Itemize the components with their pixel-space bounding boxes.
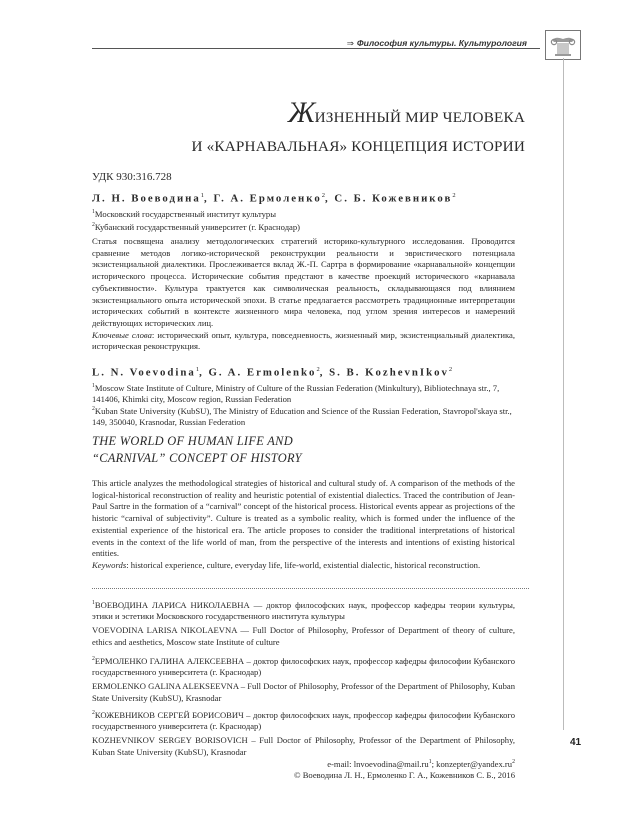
section-title: Философия культуры. Культурология xyxy=(356,38,527,48)
author-name: Л. Н. Воеводина xyxy=(92,192,201,205)
email-link[interactable]: konzepter@yandex.ru xyxy=(436,758,513,769)
article-title-ru-line1 xyxy=(287,96,525,129)
footnote-author xyxy=(92,681,515,704)
title-en-line2: “CARNIVAL” CONCEPT OF HISTORY xyxy=(92,451,302,465)
affiliation-text: Kuban State University (KubSU), The Ministry of Education and Science of the Russian Federation, Stavropol'skaya str., 149, 350040, Krasnodar, Russian Federation xyxy=(92,405,512,428)
authors-en xyxy=(92,366,515,379)
margin-rule xyxy=(563,58,564,730)
footnote-marker: 2 xyxy=(92,710,95,716)
keywords-text: : исторический опыт, культура, повседневность, жизненный мир, экзистенциальный диалектика, историческая реконструкция. xyxy=(92,329,515,352)
affiliation-text: Moscow State Institute of Culture, Ministry of Culture of the Russian Federation (Minkultury), Bibliotechnaya str., 7, 141406, Khimki city, Moscow region, Russian Federation xyxy=(92,382,500,405)
footnote-text: ЕРМОЛЕНКО ГАЛИНА АЛЕКСЕЕВНА – доктор философских наук, профессор кафедры философии Кубанского государственного университета (г. Краснодар) xyxy=(92,655,515,678)
footnote-author xyxy=(92,598,515,623)
author-name: L. N. Voevodina xyxy=(92,366,196,379)
keywords-text: : historical experience, culture, everyday life, life-world, existential dialectic, historical reconstruction. xyxy=(126,559,481,570)
email-marker: 2 xyxy=(512,759,515,765)
footnote-text: KOZHEVNIKOV SERGEY BORISOVICH – Full Doctor of Philosophy, Professor of the Department of Philosophy, Kuban State University (KubSU), Krasnodar xyxy=(92,735,515,757)
email-link[interactable]: lnvoevodina@mail.ru xyxy=(353,758,429,769)
column-capital-icon xyxy=(546,31,580,59)
footnote-marker: 2 xyxy=(92,656,95,662)
author-name: С. Б. Кожевников xyxy=(334,192,453,205)
footnote-separator xyxy=(92,588,529,589)
authors-ru xyxy=(92,192,515,205)
arrow-icon: ⇒ xyxy=(346,38,354,48)
affiliation-marker: 2 xyxy=(92,406,95,412)
author-marker: 1 xyxy=(200,192,205,199)
article-title-ru-line2: И «КАРНАВАЛЬНАЯ» КОНЦЕПЦИЯ ИСТОРИИ xyxy=(191,138,525,155)
affiliation-en-2 xyxy=(92,404,515,429)
author-marker: 2 xyxy=(448,366,453,373)
abstract-en xyxy=(92,478,515,572)
affiliation-marker: 2 xyxy=(92,222,95,229)
author-marker: 2 xyxy=(316,366,320,373)
abstract-ru xyxy=(92,236,515,353)
email-marker: 1 xyxy=(428,759,432,765)
affiliation-marker: 1 xyxy=(92,209,95,215)
author-marker: 2 xyxy=(452,192,456,199)
title-en-line1: THE WORLD OF HUMAN LIFE AND xyxy=(92,434,293,448)
author-marker: 1 xyxy=(195,366,200,373)
affiliation-item xyxy=(92,220,515,233)
affiliations-ru xyxy=(92,207,515,234)
footnote-author xyxy=(92,625,515,648)
title-initial: Ж xyxy=(287,96,316,129)
footnote-text: ВОЕВОДИНА ЛАРИСА НИКОЛАЕВНА — доктор философских наук, профессор кафедры теории культуры, этики и эстетики Московского государственного института культуры xyxy=(92,599,515,622)
article-title-en xyxy=(92,433,515,467)
affiliation-item xyxy=(92,207,515,220)
footnote-text: ERMOLENKO GALINA ALEKSEEVNA – Full Doctor of Philosophy, Professor of the Department of Philosophy, Kuban State University (KubSU), Krasnodar xyxy=(92,681,515,703)
footnote-marker: 1 xyxy=(92,600,95,606)
abstract-text: This article analyzes the methodological strategies of historical and cultural study of. A comparison of the methods of the logical-historical reconstruction of reality and heuristic potential of existential dialectics. Traced the contribution of Jean-Paul Sartre in the formation of a “carnival” concept of the historical process. Historical events appear as projections of the historic “carnival of subjectivity”. Culture is treated as a symbolic reality, which is formed under the influence of the existential experience of the historical era. The article proposes to consider the traditional interpretations of historical events in the context of the life world of man, from the perspective of the interests and intentions of existing historical entities. xyxy=(92,478,515,559)
udk-code: УДК 930:316.728 xyxy=(92,171,172,183)
author-separator: , xyxy=(204,192,214,205)
author-name: Г. А. Ермоленко xyxy=(213,192,322,205)
copyright: © Воеводина Л. Н., Ермоленко Г. А., Кожевников С. Б., 2016 xyxy=(294,770,515,781)
running-header xyxy=(347,38,527,49)
affiliation-text: Кубанский государственный университет (г. Краснодар) xyxy=(94,222,301,233)
author-separator: , xyxy=(325,192,335,205)
affiliation-marker: 1 xyxy=(92,383,95,389)
footnote-text: VOEVODINA LARISA NIKOLAEVNA — Full Doctor of Philosophy, Professor of Department of theory of culture, ethics and aesthetics, Moscow state Institute of culture xyxy=(92,625,515,647)
footnote-text: КОЖЕВНИКОВ СЕРГЕЙ БОРИСОВИЧ – доктор философских наук, профессор кафедры философии Кубанского государственного университета (г. Краснодар) xyxy=(92,709,515,732)
author-name: S. B. KozhevnIkov xyxy=(329,366,449,379)
affiliation-text: Московский государственный институт культуры xyxy=(94,208,276,219)
abstract-text: Статья посвящена анализу методологических стратегий историко-культурного исследования. Проводится сравнение методов логико-исторической реконструкции реальности и эвристического потенциала экзистенциальной диалектики. Прослеживается вклад Ж.-П. Сартра в формирование «карнавальной» концепции исторического процесса. Исторические события предстают в качестве проекций исторического «карнавала субъективности». Культура трактуется как символическая реальность, складывающаяся под влиянием экзистенциального опыта исторической эпохи. В статье предлагается рассмотреть традиционные интерпретации исторических событий в контексте жизненного мира человека, под углом зрения интересов и намерений действующих исторических лиц. xyxy=(92,236,515,328)
author-name: G. A. Ermolenko xyxy=(208,366,317,379)
title-line1-rest: ИЗНЕННЫЙ МИР ЧЕЛОВЕКА xyxy=(314,109,525,126)
email-line xyxy=(95,757,515,770)
footnote-author xyxy=(92,708,515,733)
author-marker: 2 xyxy=(321,192,325,199)
page-number: 41 xyxy=(570,737,582,748)
author-separator: , xyxy=(199,366,209,379)
footnote-author xyxy=(92,735,515,758)
contacts xyxy=(95,757,515,782)
email-prefix: e-mail: xyxy=(327,758,354,769)
author-separator: , xyxy=(319,366,330,379)
affiliation-en-1 xyxy=(92,381,515,406)
email-separator: ; xyxy=(431,758,437,769)
keywords-label: Ключевые слова xyxy=(92,329,152,340)
journal-logo xyxy=(545,30,581,60)
footnote-author xyxy=(92,654,515,679)
keywords-label: Keywords xyxy=(92,559,127,570)
